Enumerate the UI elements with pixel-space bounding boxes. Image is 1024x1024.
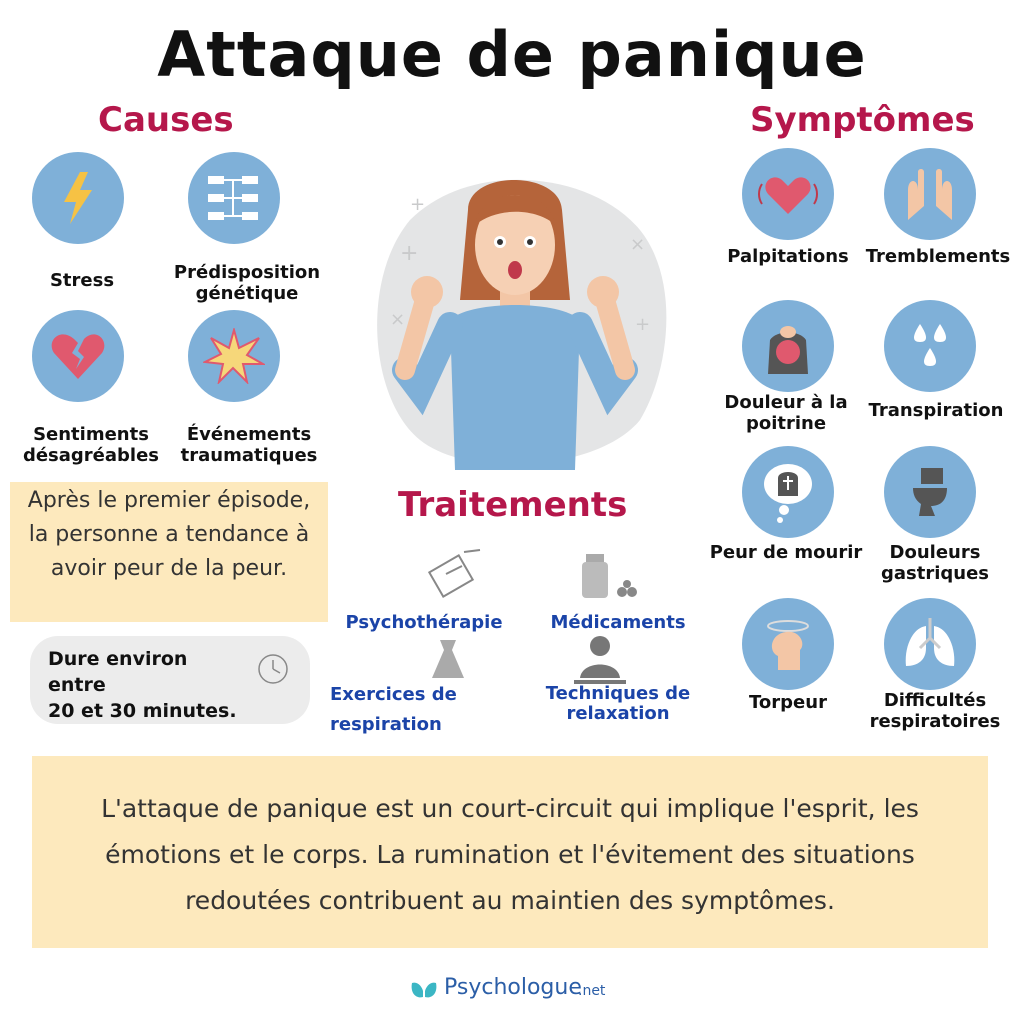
duration-box <box>30 636 310 724</box>
cause-label-stress: Stress <box>49 270 115 291</box>
symptom-label-palpitations: Palpitations <box>727 246 849 267</box>
toilet-icon <box>884 446 976 538</box>
duration-text: Dure environ entre 20 et 30 minutes. <box>48 648 237 722</box>
symptom-label-sweating: Transpiration <box>868 400 1004 421</box>
butterfly-logo-icon <box>410 977 438 1001</box>
svg-text:+: + <box>400 241 419 266</box>
symptom-label-torpor: Torpeur <box>749 692 827 713</box>
summary-box <box>32 756 988 948</box>
brand-name: Psychologue <box>444 975 582 1000</box>
treatment-label-breathing: Exercices de respiration <box>330 684 457 735</box>
fear-of-fear-note: Après le premier épisode, la personne a tendance à avoir peur de la peur. <box>10 482 328 622</box>
treatments-heading: Traitements <box>398 485 628 525</box>
meditation-icon <box>572 634 628 684</box>
heartbeat-icon <box>742 148 834 240</box>
panicking-woman-illustration <box>350 150 680 480</box>
family-tree-icon <box>188 152 280 244</box>
lungs-icon <box>884 598 976 690</box>
shaking-hands-icon <box>884 148 976 240</box>
explosion-icon <box>188 310 280 402</box>
sweat-drops-icon <box>884 300 976 392</box>
brand-suffix: .net <box>578 983 606 999</box>
symptom-label-chest-pain: Douleur à la poitrine <box>724 392 848 434</box>
symptom-label-stomach-pain: Douleurs gastriques <box>880 542 990 584</box>
brand-footer <box>410 975 650 1005</box>
svg-text:+: + <box>635 314 651 335</box>
chest-pain-icon <box>742 300 834 392</box>
clock-icon <box>256 652 290 686</box>
svg-text:×: × <box>390 309 406 330</box>
treatment-label-psychotherapy: Psychothérapie <box>345 612 503 633</box>
clipboard-icon <box>428 548 486 602</box>
svg-text:+: + <box>410 194 426 215</box>
symptoms-heading: Symptômes <box>750 100 975 140</box>
svg-text:×: × <box>630 234 646 255</box>
paper-bag-icon <box>430 636 466 682</box>
treatment-label-medication: Médicaments <box>550 612 686 633</box>
lightning-icon <box>32 152 124 244</box>
dizzy-head-icon <box>742 598 834 690</box>
cause-label-trauma: Événements traumatiques <box>180 424 318 466</box>
broken-heart-icon <box>32 310 124 402</box>
symptom-label-fear-of-death: Peur de mourir <box>709 542 863 563</box>
page-title: Attaque de panique <box>157 18 867 91</box>
cause-label-feelings: Sentiments désagréables <box>22 424 160 466</box>
treatment-label-relaxation: Techniques de relaxation <box>545 683 691 724</box>
symptom-label-tremors: Tremblements <box>865 246 1011 267</box>
pill-bottle-icon <box>578 552 638 600</box>
causes-heading: Causes <box>98 100 234 140</box>
symptom-label-breathing-difficulty: Difficultés respiratoires <box>869 690 1001 732</box>
summary-text: L'attaque de panique est un court-circuit qui implique l'esprit, les émotions et le corps. La rumination et l'évitement des situations redoutées contribuent au maintien des symptômes. <box>101 794 919 915</box>
tombstone-thought-icon <box>742 446 834 538</box>
cause-label-genetic: Prédisposition génétique <box>173 262 321 304</box>
